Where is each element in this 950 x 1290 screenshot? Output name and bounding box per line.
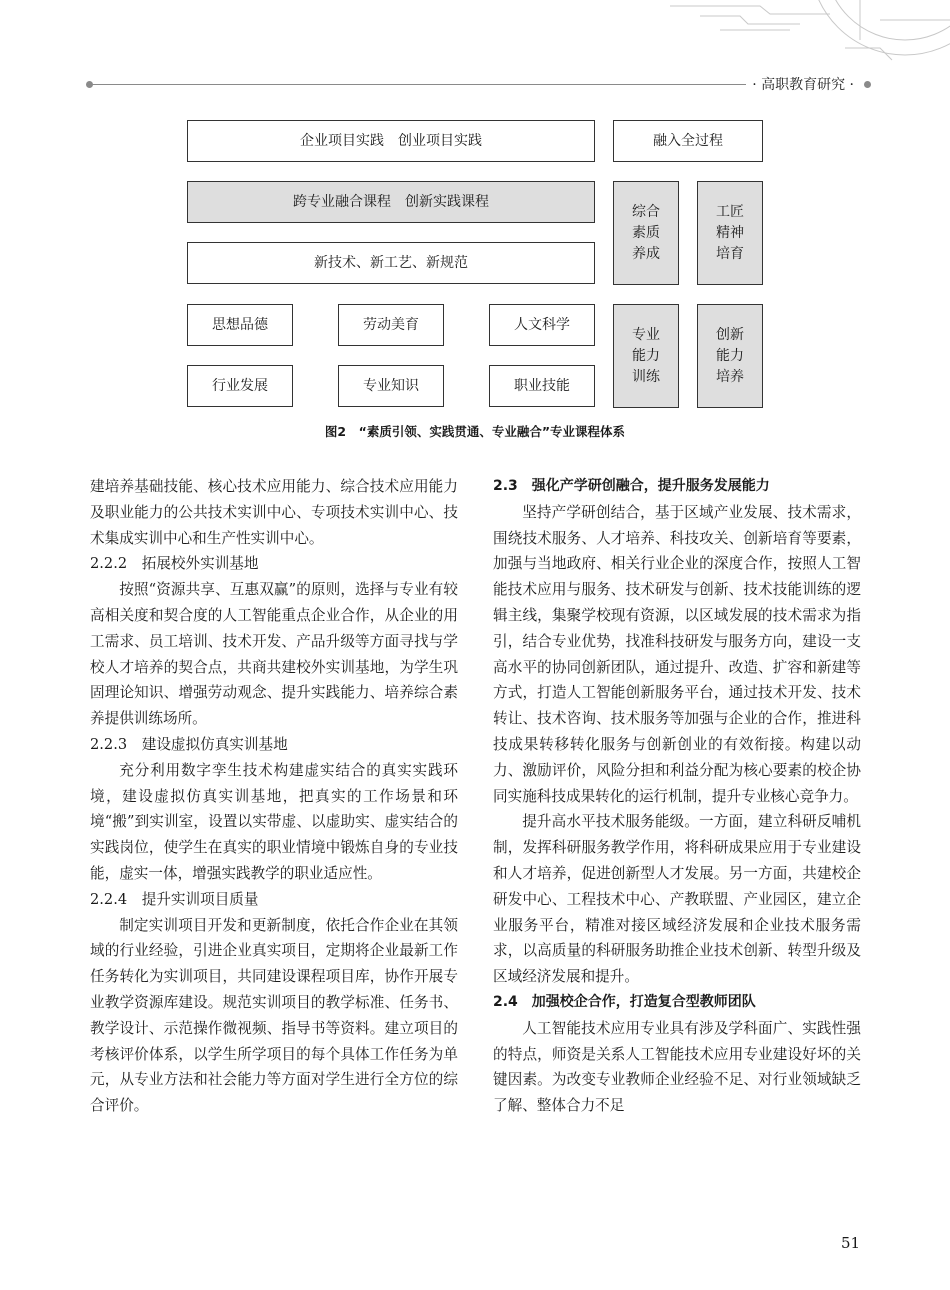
box-industry: 行业发展 bbox=[187, 365, 293, 407]
box-professional-ability bbox=[613, 304, 679, 408]
paragraph: 制定实训项目开发和更新制度，依托合作企业在其领域的行业经验，引进企业真实项目，定期将企业最新工作任务转化为实训项目，共同建设课程项目库，协作开展专业教学资源库建设。规范实训项目的教学标准、任务书、教学设计、示范操作微视频、指导书等资料。建立项目的考核评价体系，以学生所学项目的每个具体工作任务为单元，从专业方法和社会能力等方面对学生进行全方位的综合评价。 bbox=[90, 916, 458, 1115]
box-craftsman-spirit bbox=[697, 181, 763, 285]
box-comprehensive-quality bbox=[613, 181, 679, 285]
left-column bbox=[90, 474, 458, 1119]
box-craftsman-spirit-text: 工匠精神培育 bbox=[715, 203, 744, 262]
section-heading-2-2-3: 2.2.3 建设虚拟仿真实训基地 bbox=[90, 735, 288, 753]
paragraph: 人工智能技术应用专业具有涉及学科面广、实践性强的特点，师资是关系人工智能技术应用专业建设好坏的关键因素。为改变专业教师企业经验不足、对行业领域缺乏了解、整体合力不足 bbox=[493, 1019, 861, 1115]
page-number: 51 bbox=[841, 1234, 861, 1252]
box-professional-ability-text: 专业能力训练 bbox=[631, 326, 660, 385]
paragraph: 充分利用数字孪生技术构建虚实结合的真实实践环境，建设虚拟仿真实训基地，把真实的工作场景和环境“搬”到实训室，设置以实带虚、以虚助实、虚实结合的实践岗位，使学生在真实的职业情境中锻炼自身的专业技能，虚实一体，增强实践教学的职业适应性。 bbox=[90, 761, 458, 882]
section-heading-2-4: 2.4 加强校企合作，打造复合型教师团队 bbox=[493, 993, 756, 1010]
box-new-tech: 新技术、新工艺、新规范 bbox=[187, 242, 595, 284]
paragraph: 按照“资源共享、互惠双赢”的原则，选择与专业有较高相关度和契合度的人工智能重点企业合作，从企业的用工需求、员工培训、技术开发、产品升级等方面寻找与学校人才培养的契合点，共商共建校外实训基地，为学生巩固理论知识、增强劳动观念、提升实践能力、培养综合素养提供训练场所。 bbox=[90, 581, 458, 728]
right-column bbox=[493, 474, 861, 1119]
box-labor-aesthetics: 劳动美育 bbox=[338, 304, 444, 346]
box-cross-major-courses: 跨专业融合课程 创新实践课程 bbox=[187, 181, 595, 223]
paragraph: 提升高水平技术服务能级。一方面，建立科研反哺机制，发挥科研服务教学作用，将科研成果应用于专业建设和人才培养，促进创新型人才发展。另一方面，共建校企研发中心、工程技术中心、产教联盟、产业园区，建立企业服务平台，精准对接区域经济发展和企业技术服务需求，以高质量的科研服务助推企业技术创新、转型升级及区域经济发展和提升。 bbox=[493, 813, 861, 986]
box-humanities: 人文科学 bbox=[489, 304, 595, 346]
box-vocational-skills: 职业技能 bbox=[489, 365, 595, 407]
box-enterprise-practice: 企业项目实践 创业项目实践 bbox=[187, 120, 595, 162]
box-innovation-ability-text: 创新能力培养 bbox=[715, 326, 744, 385]
box-whole-process: 融入全过程 bbox=[613, 120, 763, 162]
paragraph: 坚持产学研创结合，基于区域产业发展、技术需求，围绕技术服务、人才培养、科技攻关、创新培育等要素，加强与当地政府、相关行业企业的深度合作，按照人工智能技术应用与服务、技术研发与创新、技术技能训练的逻辑主线，集聚学校现有资源，以区域发展的技术需求为指引，结合专业优势，找准科技研发与服务方向，建设一支高水平的协同创新团队，通过提升、改造、扩容和新建等方式，打造人工智能创新服务平台，通过技术开发、技术转让、技术咨询、技术服务等加强与企业的合作，推进科技成果转移转化服务与创新创业的有效衔接。构建以动力、激励评价，风险分担和利益分配为核心要素的校企协同实施科技成果转化的运行机制，提升专业核心竞争力。 bbox=[493, 503, 861, 805]
figure-caption: 图2 “素质引领、实践贯通、专业融合”专业课程体系 bbox=[324, 424, 626, 439]
header-rule bbox=[90, 84, 860, 85]
box-innovation-ability bbox=[697, 304, 763, 408]
section-heading-2-2-4: 2.2.4 提升实训项目质量 bbox=[90, 890, 259, 908]
box-comprehensive-quality-text: 综合素质养成 bbox=[631, 203, 660, 262]
section-heading-2-3: 2.3 强化产学研创融合，提升服务发展能力 bbox=[493, 478, 770, 494]
header-dot bbox=[864, 81, 871, 88]
journal-name: · 高职教育研究 · bbox=[746, 74, 860, 94]
box-professional-knowledge: 专业知识 bbox=[338, 365, 444, 407]
section-heading-2-2-2: 2.2.2 拓展校外实训基地 bbox=[90, 555, 259, 573]
paragraph: 建培养基础技能、核心技术应用能力、综合技术应用能力及职业能力的公共技术实训中心、专项技术实训中心、技术集成实训中心和生产性实训中心。 bbox=[90, 478, 458, 547]
box-ideology: 思想品德 bbox=[187, 304, 293, 346]
